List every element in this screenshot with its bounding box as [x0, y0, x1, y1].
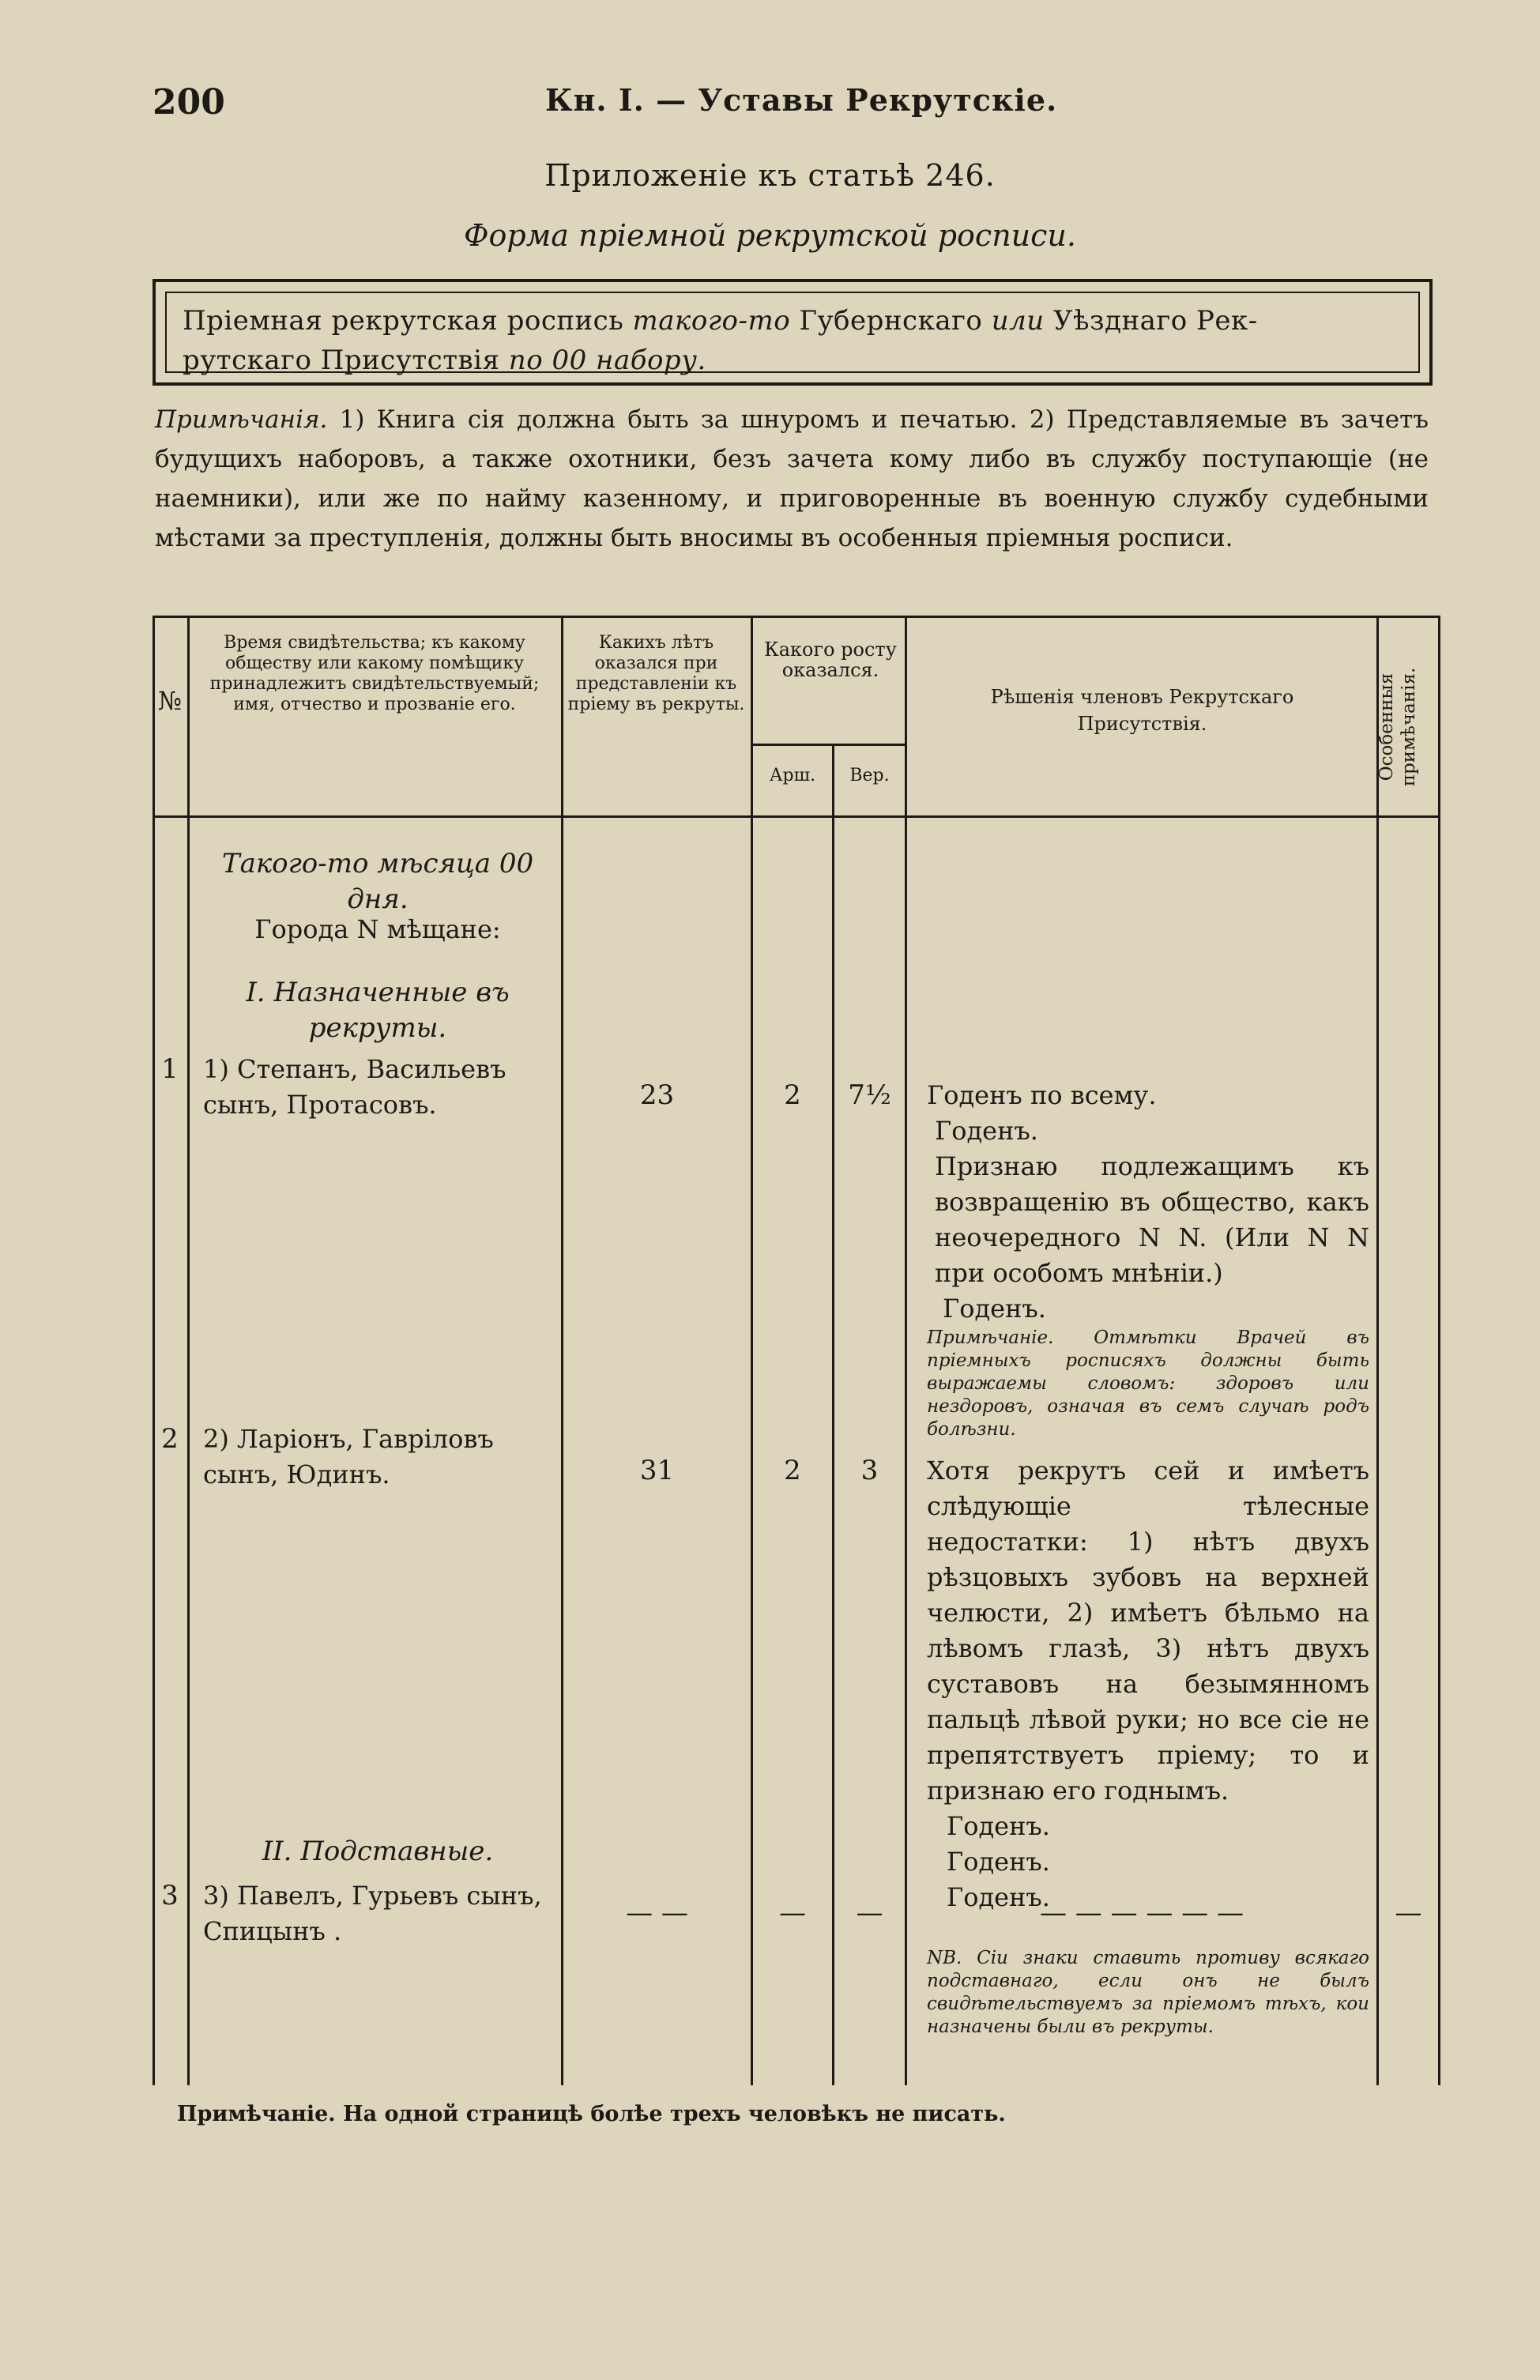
- date-line: Такого-то мѣсяца 00 дня.: [221, 848, 534, 915]
- row-num: 1: [161, 1053, 179, 1085]
- row-arsh: 2: [784, 1455, 801, 1486]
- header-age: Какихъ лѣтъ оказался при представленiи къ прiему въ рекруты.: [567, 633, 745, 714]
- decision-line: Годенъ.: [947, 1882, 1050, 1912]
- decision-line: Признаю подлежащимъ къ возвращенiю въ общество, какъ неочередного N N. (Или N N при особомъ мнѣнiи.): [935, 1151, 1369, 1288]
- decision-line: Годенъ.: [935, 1116, 1038, 1146]
- row-arsh: 2: [784, 1079, 801, 1111]
- table-rule: [1376, 616, 1379, 2085]
- row-special: —: [1395, 1897, 1422, 1929]
- running-title: Кн. I. — Уставы Рекрутскiе.: [545, 82, 1058, 118]
- row-num: 3: [161, 1880, 179, 1911]
- table-rule: [751, 744, 905, 746]
- nb-note: NB. Сiи знаки ставить противу всякаго подставнаго, если онъ не былъ свидѣтельствуемъ за прiемомъ тѣхъ, кои назначены были въ рекруты.: [927, 1948, 1369, 2037]
- decision-line: Годенъ по всему.: [927, 1080, 1157, 1110]
- row-name: 2) Ларiонъ, Гаврiловъ сынъ, Юдинъ.: [203, 1424, 494, 1489]
- row-decision-dashes: — — — — — —: [1039, 1897, 1244, 1929]
- decision-line: Годенъ.: [947, 1811, 1050, 1841]
- header-height: Какого росту оказался.: [764, 638, 897, 681]
- header-special: Особенныя примѣчанiя.: [1376, 667, 1419, 787]
- table-rule: [751, 616, 753, 2085]
- decision-line: Годенъ.: [943, 1294, 1046, 1324]
- doctor-note: Примѣчанiе. Отмѣтки Врачей въ прiемныхъ росписяхъ должны быть выражаемы словомъ: здоровъ или нездоровъ, означая въ семъ случаѣ родъ болѣзни.: [927, 1327, 1369, 1440]
- boxed-title-part: Прiемная рекрутская роспись: [183, 305, 633, 337]
- row-ver: —: [856, 1897, 883, 1929]
- table-rule: [832, 744, 834, 2085]
- table-rule: [152, 616, 155, 2085]
- boxed-title-part: рутскаго Присутствiя: [183, 345, 509, 376]
- note-text: 1) Книга сiя должна быть за шнуромъ и печатью. 2) Представляемые въ зачетъ будущихъ наборовъ, а также охотники, безъ зачета кому либо въ службу поступающiе (не наемники), или же по найму казенному, и приговоренные въ военную службу судебными мѣстами за преступленiя, должны быть вносимы въ особенныя прiемныя росписи.: [155, 405, 1429, 552]
- page-number: 200: [152, 82, 225, 122]
- row-ver: 3: [860, 1455, 879, 1486]
- section-2: II. Подставные.: [262, 1836, 494, 1867]
- row-decision: [927, 1453, 1369, 1915]
- boxed-title-part: Губернскаго: [790, 305, 992, 337]
- row-age: — —: [626, 1897, 688, 1929]
- header-decision: Рѣшенiя членовъ Рекрутскаго Присутствiя.: [990, 686, 1294, 735]
- table-rule: [187, 616, 190, 2085]
- city-line: Города N мѣщане:: [254, 914, 501, 944]
- boxed-title-frame: [152, 279, 1433, 386]
- row-num: 2: [161, 1423, 179, 1455]
- decision-line: Годенъ.: [947, 1847, 1050, 1877]
- row-name: 3) Павелъ, Гурьевъ сынъ, Спицынъ .: [203, 1881, 542, 1946]
- section-1: I. Назначенные въ рекруты.: [246, 977, 510, 1044]
- row-decision: [927, 1078, 1369, 1441]
- header-arsh: Арш.: [769, 766, 816, 785]
- appendix-title: Приложенiе къ статьѣ 246.: [544, 158, 996, 193]
- table-rule: [1438, 616, 1440, 2085]
- row-ver: 7½: [848, 1079, 891, 1111]
- table-rule: [561, 616, 563, 2085]
- row-name: 1) Степанъ, Васильевъ сынъ, Протасовъ.: [203, 1054, 506, 1120]
- recruit-table: [152, 616, 1440, 2095]
- row-age: 23: [639, 1079, 675, 1111]
- row-age: 31: [639, 1455, 675, 1486]
- header-ver: Вер.: [849, 766, 890, 785]
- boxed-title-part: по 00 набору.: [508, 345, 706, 376]
- footer-note: Примѣчанiе. На одной страницѣ болѣе трехъ человѣкъ не писать.: [177, 2102, 1006, 2126]
- intro-note: [155, 400, 1429, 558]
- table-rule: [152, 815, 1440, 818]
- decision-line: Хотя рекрутъ сей и имѣетъ слѣдующiе тѣлесные недостатки: 1) нѣтъ двухъ рѣзцовыхъ зубовъ на верхней челюсти, 2) имѣетъ бѣльмо на лѣвомъ глазѣ, 3) нѣтъ двухъ суставовъ на безымянномъ пальцѣ лѣвой руки; но все сiе не препятствуетъ прiему; то и признаю его годнымъ.: [927, 1455, 1369, 1806]
- row-arsh: —: [779, 1897, 806, 1929]
- note-label: Примѣчанiя.: [155, 405, 328, 434]
- header-num: №: [157, 686, 183, 716]
- table-rule: [152, 616, 1440, 618]
- boxed-title-part: Уѣзднаго Рек-: [1044, 305, 1258, 337]
- boxed-title: [165, 292, 1420, 376]
- boxed-title-part: такого-то: [632, 305, 791, 337]
- form-title: Форма прiемной рекрутской росписи.: [464, 218, 1076, 253]
- boxed-title-part: или: [991, 305, 1045, 337]
- header-time: Время свидѣтельства; къ какому обществу или какому помѣщику принадлежитъ свидѣтельствуемый; имя, отчество и прозванiе его.: [209, 633, 540, 714]
- table-rule: [905, 616, 907, 2085]
